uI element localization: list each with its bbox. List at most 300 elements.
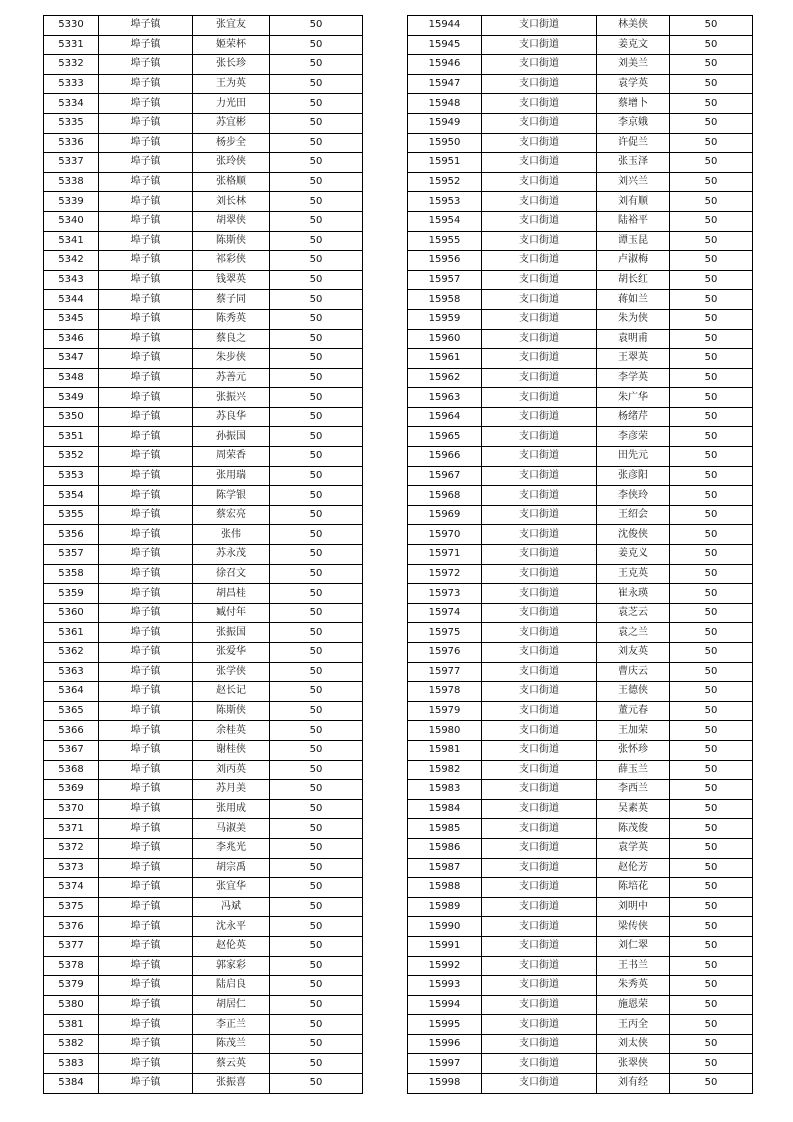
township-cell: 支口街道 (482, 270, 597, 290)
table-row (44, 290, 363, 310)
person-name-cell: 赵长记 (193, 682, 270, 702)
amount-cell: 50 (270, 113, 363, 133)
table-row (408, 799, 753, 819)
record-number-cell: 15966 (408, 447, 482, 467)
township-cell: 支口街道 (482, 35, 597, 55)
record-number-cell: 5350 (44, 407, 99, 427)
table-row (44, 35, 363, 55)
record-number-cell: 15959 (408, 309, 482, 329)
township-cell: 支口街道 (482, 1034, 597, 1054)
township-cell: 支口街道 (482, 251, 597, 271)
table-row (408, 623, 753, 643)
person-name-cell: 马淑美 (193, 819, 270, 839)
person-name-cell: 陈学银 (193, 486, 270, 506)
amount-cell: 50 (670, 780, 753, 800)
township-cell: 埠子镇 (99, 55, 193, 75)
table-row (44, 505, 363, 525)
amount-cell: 50 (270, 486, 363, 506)
person-name-cell: 赵伦芳 (597, 858, 670, 878)
amount-cell: 50 (670, 721, 753, 741)
record-number-cell: 15976 (408, 643, 482, 663)
person-name-cell: 张玉泽 (597, 153, 670, 173)
record-number-cell: 15957 (408, 270, 482, 290)
township-cell: 支口街道 (482, 16, 597, 36)
table-row (408, 309, 753, 329)
table-row (44, 133, 363, 153)
record-number-cell: 5382 (44, 1034, 99, 1054)
township-cell: 支口街道 (482, 682, 597, 702)
table-row (44, 838, 363, 858)
table-row (408, 838, 753, 858)
amount-cell: 50 (670, 858, 753, 878)
record-number-cell: 5370 (44, 799, 99, 819)
table-row (408, 192, 753, 212)
person-name-cell: 李彦荣 (597, 427, 670, 447)
amount-cell: 50 (670, 760, 753, 780)
amount-cell: 50 (270, 447, 363, 467)
township-cell: 支口街道 (482, 564, 597, 584)
table-row (44, 976, 363, 996)
record-number-cell: 15952 (408, 172, 482, 192)
table-row (408, 447, 753, 467)
person-name-cell: 卢淑梅 (597, 251, 670, 271)
person-name-cell: 王绍会 (597, 505, 670, 525)
person-name-cell: 林美侠 (597, 16, 670, 36)
record-number-cell: 15965 (408, 427, 482, 447)
person-name-cell: 陆裕平 (597, 211, 670, 231)
township-cell: 支口街道 (482, 486, 597, 506)
person-name-cell: 李京娥 (597, 113, 670, 133)
table-row (44, 447, 363, 467)
township-cell: 埠子镇 (99, 211, 193, 231)
person-name-cell: 胡长红 (597, 270, 670, 290)
record-number-cell: 5341 (44, 231, 99, 251)
person-name-cell: 蔡增卜 (597, 94, 670, 114)
amount-cell: 50 (270, 309, 363, 329)
table-row (408, 936, 753, 956)
table-row (408, 270, 753, 290)
person-name-cell: 王丙全 (597, 1015, 670, 1035)
record-number-cell: 5366 (44, 721, 99, 741)
amount-cell: 50 (670, 251, 753, 271)
table-row (44, 1034, 363, 1054)
person-name-cell: 谢桂侠 (193, 740, 270, 760)
township-cell: 支口街道 (482, 211, 597, 231)
table-row (408, 995, 753, 1015)
record-number-cell: 15973 (408, 584, 482, 604)
person-name-cell: 蔡宏亮 (193, 505, 270, 525)
record-number-cell: 5377 (44, 936, 99, 956)
township-cell: 埠子镇 (99, 995, 193, 1015)
township-cell: 支口街道 (482, 780, 597, 800)
record-number-cell: 15995 (408, 1015, 482, 1035)
township-cell: 支口街道 (482, 721, 597, 741)
table-row (408, 858, 753, 878)
township-cell: 埠子镇 (99, 721, 193, 741)
township-cell: 支口街道 (482, 427, 597, 447)
table-row (408, 1074, 753, 1094)
person-name-cell: 袁学英 (597, 74, 670, 94)
table-row (408, 584, 753, 604)
township-cell: 埠子镇 (99, 643, 193, 663)
record-number-cell: 5358 (44, 564, 99, 584)
amount-cell: 50 (670, 584, 753, 604)
table-row (44, 740, 363, 760)
table-row (44, 564, 363, 584)
person-name-cell: 朱广华 (597, 388, 670, 408)
table-row (408, 1054, 753, 1074)
record-number-cell: 15980 (408, 721, 482, 741)
amount-cell: 50 (670, 917, 753, 937)
person-name-cell: 胡翠侠 (193, 211, 270, 231)
township-cell: 支口街道 (482, 976, 597, 996)
record-number-cell: 5359 (44, 584, 99, 604)
table-row (44, 1074, 363, 1094)
amount-cell: 50 (270, 740, 363, 760)
township-cell: 埠子镇 (99, 682, 193, 702)
amount-cell: 50 (270, 368, 363, 388)
table-row (44, 349, 363, 369)
table-row (408, 407, 753, 427)
record-number-cell: 5342 (44, 251, 99, 271)
table-row (408, 721, 753, 741)
township-cell: 埠子镇 (99, 447, 193, 467)
amount-cell: 50 (270, 133, 363, 153)
table-row (408, 388, 753, 408)
amount-cell: 50 (270, 35, 363, 55)
person-name-cell: 许促兰 (597, 133, 670, 153)
amount-cell: 50 (270, 936, 363, 956)
person-name-cell: 袁明甫 (597, 329, 670, 349)
township-cell: 埠子镇 (99, 701, 193, 721)
amount-cell: 50 (670, 701, 753, 721)
person-name-cell: 李侠玲 (597, 486, 670, 506)
township-cell: 埠子镇 (99, 427, 193, 447)
table-row (44, 74, 363, 94)
township-cell: 支口街道 (482, 349, 597, 369)
township-cell: 支口街道 (482, 447, 597, 467)
person-name-cell: 张宜华 (193, 878, 270, 898)
record-number-cell: 15977 (408, 662, 482, 682)
person-name-cell: 姜克文 (597, 35, 670, 55)
record-number-cell: 15985 (408, 819, 482, 839)
township-cell: 支口街道 (482, 936, 597, 956)
table-row (408, 466, 753, 486)
table-row (44, 427, 363, 447)
record-number-cell: 5381 (44, 1015, 99, 1035)
record-number-cell: 5338 (44, 172, 99, 192)
amount-cell: 50 (670, 270, 753, 290)
amount-cell: 50 (670, 349, 753, 369)
record-number-cell: 5362 (44, 643, 99, 663)
table-row (408, 819, 753, 839)
table-row (408, 603, 753, 623)
amount-cell: 50 (270, 525, 363, 545)
amount-cell: 50 (270, 878, 363, 898)
record-number-cell: 5336 (44, 133, 99, 153)
township-cell: 支口街道 (482, 603, 597, 623)
township-cell: 埠子镇 (99, 35, 193, 55)
table-row (44, 917, 363, 937)
table-row (44, 211, 363, 231)
record-number-cell: 5351 (44, 427, 99, 447)
township-cell: 埠子镇 (99, 584, 193, 604)
township-cell: 支口街道 (482, 368, 597, 388)
record-number-cell: 5343 (44, 270, 99, 290)
record-number-cell: 5354 (44, 486, 99, 506)
record-number-cell: 15944 (408, 16, 482, 36)
record-number-cell: 15978 (408, 682, 482, 702)
record-number-cell: 5364 (44, 682, 99, 702)
record-number-cell: 5347 (44, 349, 99, 369)
township-cell: 支口街道 (482, 623, 597, 643)
amount-cell: 50 (270, 976, 363, 996)
table-row (408, 643, 753, 663)
record-number-cell: 15975 (408, 623, 482, 643)
person-name-cell: 张用成 (193, 799, 270, 819)
person-name-cell: 孙振国 (193, 427, 270, 447)
record-number-cell: 15983 (408, 780, 482, 800)
amount-cell: 50 (270, 74, 363, 94)
township-cell: 支口街道 (482, 545, 597, 565)
amount-cell: 50 (270, 701, 363, 721)
table-row (408, 917, 753, 937)
township-cell: 支口街道 (482, 113, 597, 133)
person-name-cell: 董元春 (597, 701, 670, 721)
amount-cell: 50 (270, 211, 363, 231)
township-cell: 埠子镇 (99, 192, 193, 212)
amount-cell: 50 (270, 1054, 363, 1074)
table-row (44, 545, 363, 565)
person-name-cell: 臧付年 (193, 603, 270, 623)
person-name-cell: 王翠英 (597, 349, 670, 369)
person-name-cell: 苏永茂 (193, 545, 270, 565)
amount-cell: 50 (270, 838, 363, 858)
amount-cell: 50 (670, 16, 753, 36)
township-cell: 埠子镇 (99, 231, 193, 251)
table-row (44, 603, 363, 623)
table-row (408, 133, 753, 153)
record-number-cell: 5337 (44, 153, 99, 173)
person-name-cell: 李正兰 (193, 1015, 270, 1035)
table-row (44, 368, 363, 388)
person-name-cell: 谭玉昆 (597, 231, 670, 251)
township-cell: 支口街道 (482, 740, 597, 760)
record-number-cell: 15964 (408, 407, 482, 427)
table-row (408, 290, 753, 310)
amount-cell: 50 (670, 799, 753, 819)
table-row (408, 94, 753, 114)
person-name-cell: 苏月美 (193, 780, 270, 800)
township-cell: 埠子镇 (99, 799, 193, 819)
record-number-cell: 15970 (408, 525, 482, 545)
record-number-cell: 5375 (44, 897, 99, 917)
amount-cell: 50 (670, 94, 753, 114)
amount-cell: 50 (670, 1074, 753, 1094)
amount-cell: 50 (270, 172, 363, 192)
table-row (44, 388, 363, 408)
record-number-cell: 15986 (408, 838, 482, 858)
person-name-cell: 朱步侠 (193, 349, 270, 369)
person-name-cell: 陈秀英 (193, 309, 270, 329)
table-row (408, 878, 753, 898)
record-number-cell: 5353 (44, 466, 99, 486)
table-row (408, 153, 753, 173)
township-cell: 支口街道 (482, 858, 597, 878)
record-number-cell: 5339 (44, 192, 99, 212)
township-cell: 支口街道 (482, 525, 597, 545)
table-row (408, 760, 753, 780)
table-row (44, 486, 363, 506)
record-number-cell: 15949 (408, 113, 482, 133)
table-row (408, 113, 753, 133)
person-name-cell: 蔡子同 (193, 290, 270, 310)
record-number-cell: 15958 (408, 290, 482, 310)
township-cell: 支口街道 (482, 55, 597, 75)
person-name-cell: 王书兰 (597, 956, 670, 976)
record-number-cell: 15961 (408, 349, 482, 369)
township-cell: 埠子镇 (99, 74, 193, 94)
person-name-cell: 苏良华 (193, 407, 270, 427)
table-row (44, 623, 363, 643)
township-cell: 埠子镇 (99, 740, 193, 760)
table-row (44, 643, 363, 663)
person-name-cell: 刘丙英 (193, 760, 270, 780)
township-cell: 埠子镇 (99, 1034, 193, 1054)
township-cell: 埠子镇 (99, 94, 193, 114)
amount-cell: 50 (270, 1015, 363, 1035)
amount-cell: 50 (270, 897, 363, 917)
record-number-cell: 15946 (408, 55, 482, 75)
table-row (44, 270, 363, 290)
township-cell: 埠子镇 (99, 368, 193, 388)
person-name-cell: 徐召文 (193, 564, 270, 584)
amount-cell: 50 (270, 721, 363, 741)
person-name-cell: 张长珍 (193, 55, 270, 75)
township-cell: 支口街道 (482, 74, 597, 94)
person-name-cell: 力光田 (193, 94, 270, 114)
table-row (44, 682, 363, 702)
amount-cell: 50 (670, 309, 753, 329)
person-name-cell: 梁传侠 (597, 917, 670, 937)
township-cell: 埠子镇 (99, 1054, 193, 1074)
record-number-cell: 5361 (44, 623, 99, 643)
amount-cell: 50 (270, 643, 363, 663)
amount-cell: 50 (670, 192, 753, 212)
person-name-cell: 张振国 (193, 623, 270, 643)
amount-cell: 50 (270, 662, 363, 682)
table-row (408, 427, 753, 447)
township-cell: 埠子镇 (99, 780, 193, 800)
person-name-cell: 陈斯侠 (193, 701, 270, 721)
township-cell: 支口街道 (482, 309, 597, 329)
table-row (408, 505, 753, 525)
amount-cell: 50 (670, 486, 753, 506)
table-row (44, 94, 363, 114)
amount-cell: 50 (270, 780, 363, 800)
amount-cell: 50 (670, 525, 753, 545)
table-row (44, 1054, 363, 1074)
township-cell: 埠子镇 (99, 760, 193, 780)
table-row (44, 309, 363, 329)
record-number-cell: 15990 (408, 917, 482, 937)
person-name-cell: 陈茂俊 (597, 819, 670, 839)
person-name-cell: 刘兴兰 (597, 172, 670, 192)
record-number-cell: 5330 (44, 16, 99, 36)
township-cell: 支口街道 (482, 505, 597, 525)
amount-cell: 50 (270, 623, 363, 643)
person-name-cell: 蒋如兰 (597, 290, 670, 310)
person-name-cell: 张学侠 (193, 662, 270, 682)
amount-cell: 50 (270, 270, 363, 290)
township-cell: 埠子镇 (99, 113, 193, 133)
township-cell: 埠子镇 (99, 172, 193, 192)
person-name-cell: 胡居仁 (193, 995, 270, 1015)
amount-cell: 50 (270, 545, 363, 565)
record-number-cell: 5379 (44, 976, 99, 996)
record-number-cell: 15984 (408, 799, 482, 819)
table-row (408, 172, 753, 192)
record-number-cell: 15960 (408, 329, 482, 349)
record-number-cell: 5371 (44, 819, 99, 839)
township-cell: 支口街道 (482, 1015, 597, 1035)
left-roster-table (43, 15, 363, 1094)
amount-cell: 50 (270, 407, 363, 427)
record-number-cell: 15996 (408, 1034, 482, 1054)
record-number-cell: 5349 (44, 388, 99, 408)
amount-cell: 50 (670, 427, 753, 447)
amount-cell: 50 (670, 682, 753, 702)
table-row (44, 878, 363, 898)
record-number-cell: 15992 (408, 956, 482, 976)
record-number-cell: 15993 (408, 976, 482, 996)
record-number-cell: 5374 (44, 878, 99, 898)
township-cell: 埠子镇 (99, 505, 193, 525)
person-name-cell: 田先元 (597, 447, 670, 467)
record-number-cell: 5367 (44, 740, 99, 760)
person-name-cell: 吴素英 (597, 799, 670, 819)
township-cell: 支口街道 (482, 662, 597, 682)
table-row (44, 251, 363, 271)
record-number-cell: 15956 (408, 251, 482, 271)
person-name-cell: 刘太侠 (597, 1034, 670, 1054)
table-row (408, 976, 753, 996)
amount-cell: 50 (670, 74, 753, 94)
amount-cell: 50 (270, 819, 363, 839)
record-number-cell: 5373 (44, 858, 99, 878)
township-cell: 埠子镇 (99, 1015, 193, 1035)
amount-cell: 50 (670, 368, 753, 388)
table-row (44, 153, 363, 173)
record-number-cell: 5334 (44, 94, 99, 114)
record-number-cell: 15945 (408, 35, 482, 55)
person-name-cell: 张爱华 (193, 643, 270, 663)
person-name-cell: 李西兰 (597, 780, 670, 800)
township-cell: 埠子镇 (99, 133, 193, 153)
table-row (408, 525, 753, 545)
township-cell: 支口街道 (482, 153, 597, 173)
person-name-cell: 张玲侠 (193, 153, 270, 173)
table-row (408, 35, 753, 55)
person-name-cell: 陈斯侠 (193, 231, 270, 251)
person-name-cell: 施恩荣 (597, 995, 670, 1015)
township-cell: 支口街道 (482, 956, 597, 976)
table-row (44, 897, 363, 917)
person-name-cell: 张振喜 (193, 1074, 270, 1094)
table-row (408, 329, 753, 349)
person-name-cell: 李兆光 (193, 838, 270, 858)
person-name-cell: 袁芝云 (597, 603, 670, 623)
